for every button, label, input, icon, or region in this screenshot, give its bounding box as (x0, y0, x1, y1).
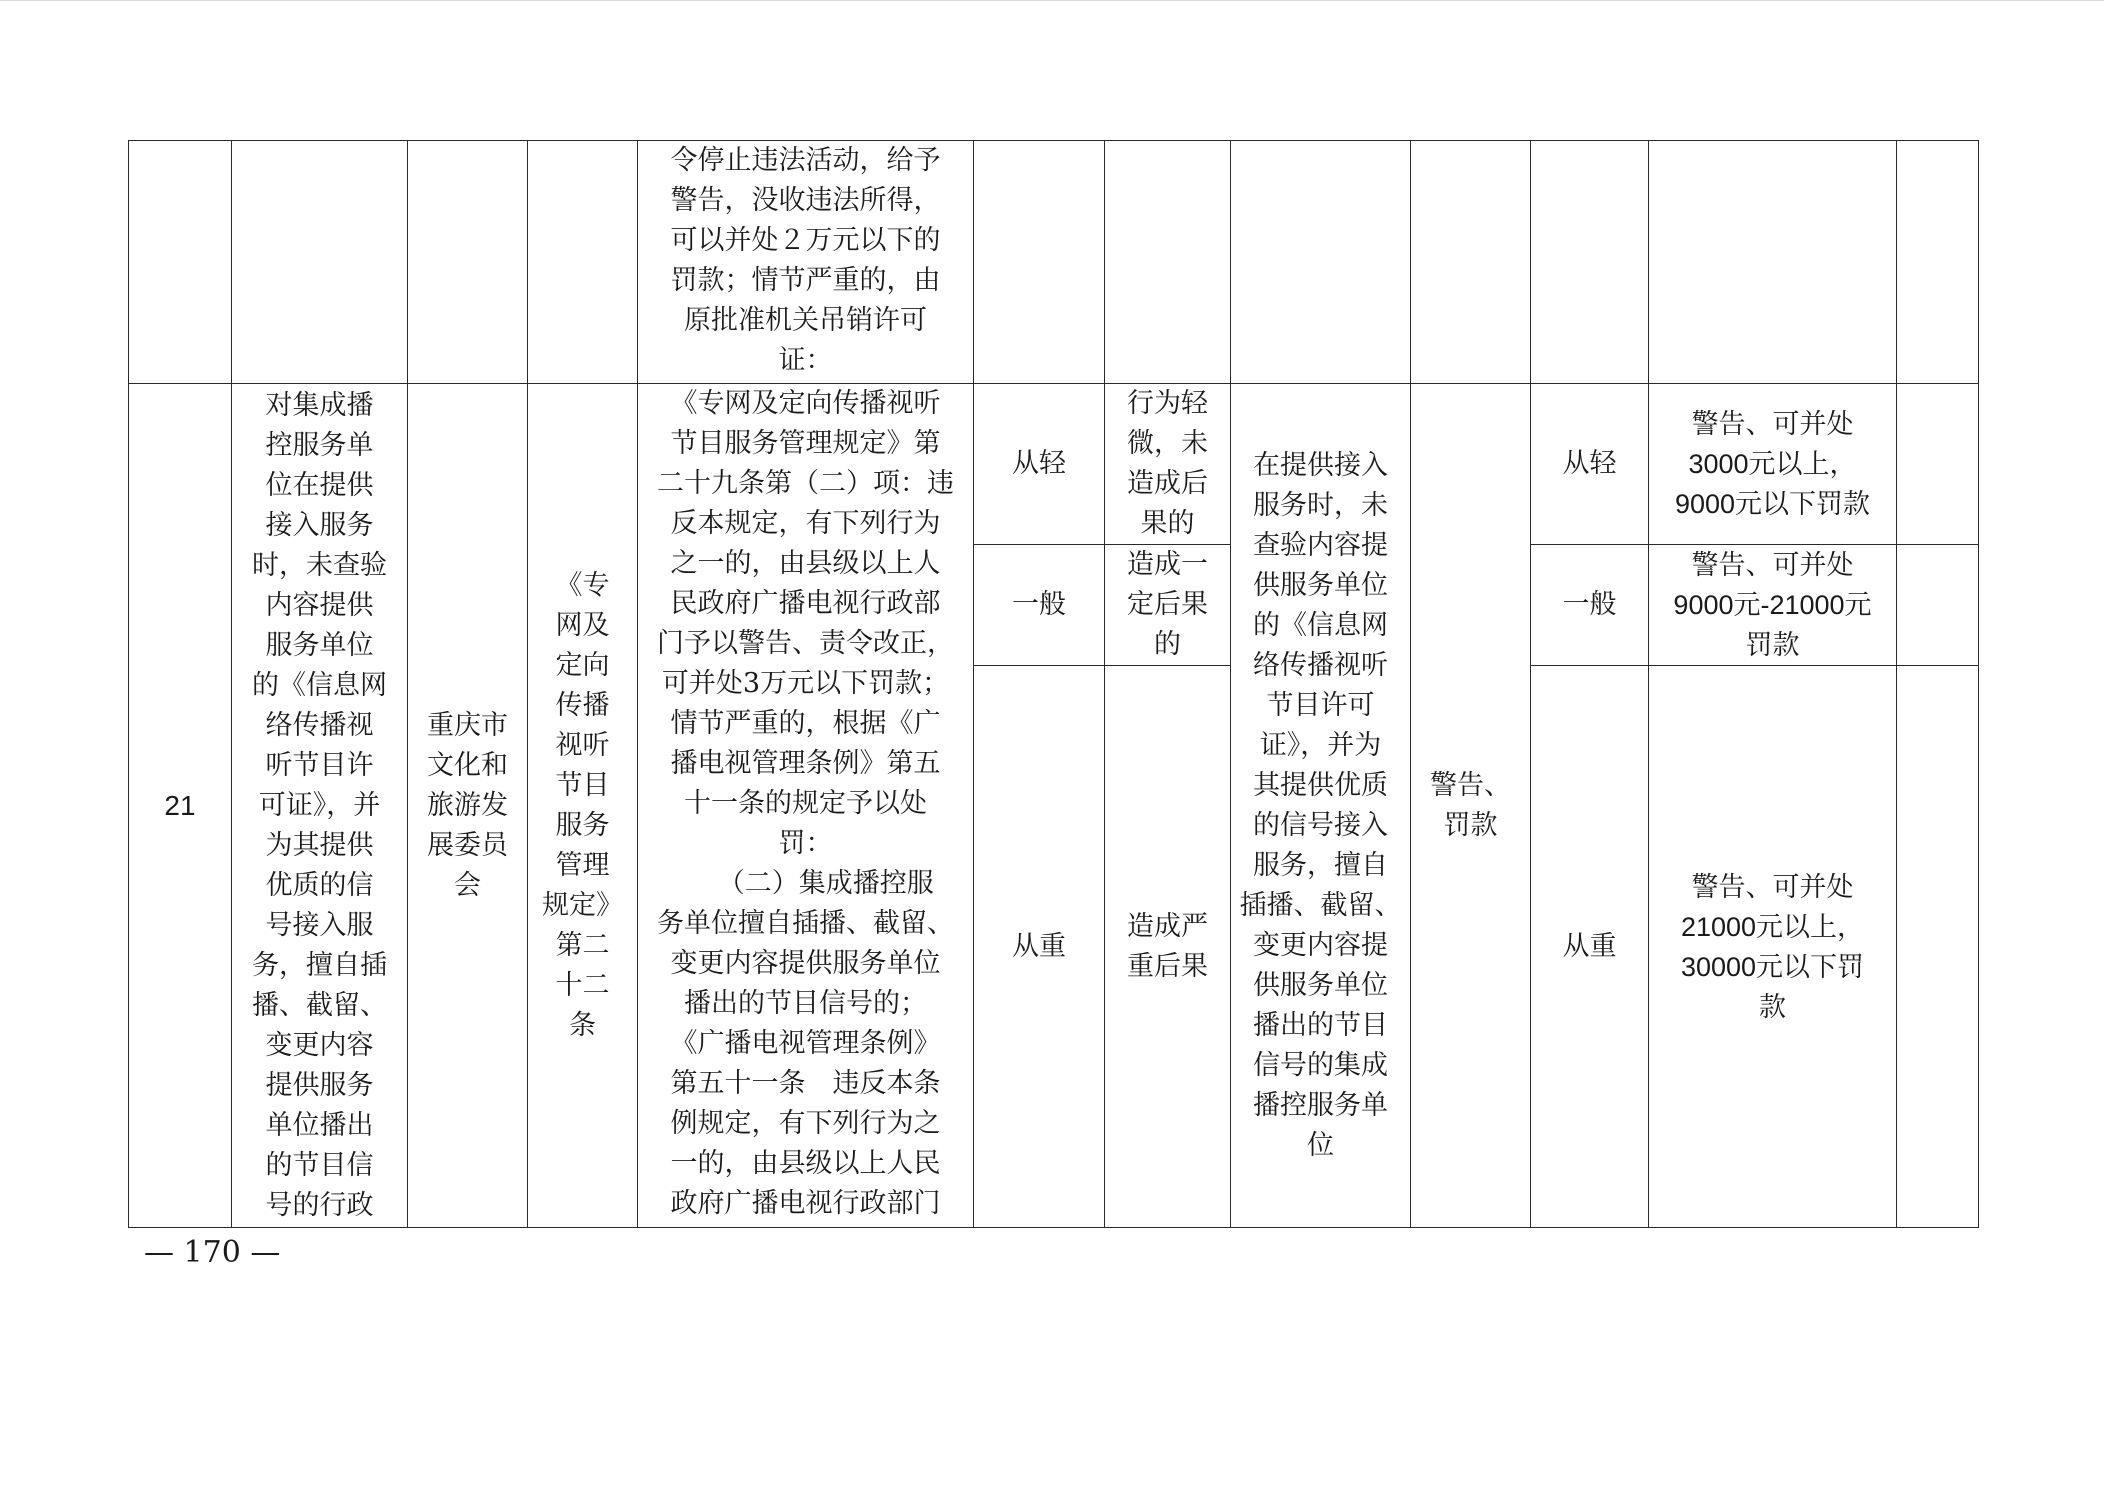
cell-text-line: 定向 (555, 649, 610, 681)
cell-text-line: 二十九条第（二）项：违 (657, 468, 954, 499)
cell-text-line: 可证》，并 (258, 789, 381, 821)
cell-text-line: 十一条的规定予以处 (684, 788, 927, 819)
cell-text-line: 的 (1154, 629, 1181, 660)
cell-text-line: 络传播视听 (1253, 649, 1388, 681)
cell-text-line: 警告、 (1430, 769, 1511, 801)
cell-text-line: 时，未查验 (252, 549, 387, 581)
cell-text-line: 为其提供 (265, 829, 374, 861)
cell-text-line: 的《信息网 (1253, 609, 1388, 641)
subject-cell (1231, 384, 1411, 1228)
penalty-type-cell (1411, 384, 1531, 1228)
cell-text-line: 其提供优质 (1253, 769, 1388, 801)
cell-text-line: 条 (569, 1009, 596, 1041)
cell-text-line: 规定》 (542, 889, 623, 921)
cell-empty (232, 141, 408, 384)
cell-text-line: 管理 (555, 849, 610, 881)
cell-text-line: 罚款 (1443, 809, 1498, 841)
cell-text-line: 视听 (555, 729, 610, 761)
penalty-level-cell-heavy: 从重 (1531, 666, 1649, 1228)
cell-text-line: 文化和 (427, 749, 508, 781)
cell-empty (1105, 141, 1231, 384)
cell-text-line: 位 (1307, 1129, 1334, 1161)
cell-text-line: 旅游发 (427, 789, 508, 821)
cell-text-line: 单位播出 (265, 1109, 374, 1141)
cell-text-line: 政府广播电视行政部门 (670, 1188, 941, 1219)
cell-empty (1411, 141, 1531, 384)
cell-text-line: 服务单位 (265, 629, 374, 661)
cell-text-line: 节目 (555, 769, 610, 801)
regulation-cell (528, 384, 638, 1228)
penalty-level-cell-light: 从轻 (1531, 384, 1649, 545)
cell-empty (1897, 545, 1979, 666)
cell-text-line: 警告、可并处 (1691, 871, 1854, 902)
cell-text-line: 9000元以下罚款 (1674, 489, 1871, 519)
cell-text-line: 号接入服 (265, 909, 374, 941)
cell-text-line: 的信号接入 (1253, 809, 1388, 841)
condition-cell-general (1105, 545, 1231, 666)
cell-text-line: 变更内容提供服务单位 (670, 948, 941, 979)
cell-text-line: 供服务单位 (1253, 969, 1388, 1001)
cell-text-line: 可以并处２万元以下的 (670, 225, 941, 256)
item-number: 21 (129, 384, 232, 1228)
cell-text-line: 9000元-21000元 (1673, 590, 1872, 620)
cell-text-line: 重后果 (1127, 950, 1208, 982)
cell-empty (129, 141, 232, 384)
cell-text-line: 络传播视 (265, 709, 374, 741)
cell-text-line: 微，未 (1127, 428, 1208, 459)
table-row (129, 384, 1979, 545)
cell-text-line: 务单位擅自插播、截留、 (657, 908, 954, 939)
cell-text-line: 罚款 (1745, 630, 1800, 660)
cell-text-line: 信号的集成 (1253, 1049, 1388, 1081)
cell-text-line: 警告、可并处 (1691, 409, 1854, 439)
cell-text-line: 十二 (555, 969, 610, 1001)
cell-text-line: 第二 (555, 929, 610, 961)
cell-text-line: 的《信息网 (252, 669, 387, 701)
cell-text-line: 罚： (778, 828, 833, 859)
cell-text-line: 听节目许 (265, 749, 374, 781)
penalty-discretion-table (128, 140, 1979, 1228)
cell-text-line: 会 (454, 869, 481, 901)
standard-cell-heavy (1649, 666, 1897, 1228)
cell-text-line: 网及 (555, 609, 610, 641)
level-cell-light: 从轻 (974, 384, 1105, 545)
cell-text-line: 优质的信 (265, 869, 374, 901)
cell-text-line: 位在提供 (265, 469, 374, 501)
cell-text-line: 证》，并为 (1259, 729, 1382, 761)
continued-basis-cell (638, 141, 974, 384)
cell-text-line: 插播、截留、 (1239, 889, 1402, 921)
cell-empty (1897, 384, 1979, 545)
cell-text-line: 一的，由县级以上人民 (670, 1148, 941, 1179)
level-cell-heavy: 从重 (974, 666, 1105, 1228)
condition-cell-heavy (1105, 666, 1231, 1228)
legal-basis-cell (638, 384, 974, 1228)
cell-text-line: 可并处3万元以下罚款； (661, 668, 950, 699)
cell-text-line: 查验内容提 (1253, 529, 1388, 561)
cell-text-line: 定后果 (1127, 589, 1208, 620)
cell-text-line: 服务，擅自 (1253, 849, 1388, 881)
cell-text-line: 变更内容 (265, 1029, 374, 1061)
item-name-cell (232, 384, 408, 1228)
cell-text-line: 展委员 (427, 829, 508, 861)
cell-text-line: 接入服务 (265, 509, 374, 541)
cell-text-line: 警告、可并处 (1691, 550, 1854, 580)
cell-text-line: 内容提供 (265, 589, 374, 621)
cell-text-line: 播电视管理条例》第五 (670, 748, 941, 779)
cell-text-line: 号的行政 (265, 1189, 374, 1221)
cell-text-line: 重庆市 (427, 709, 508, 741)
cell-text-line: 情节严重的，根据《广 (670, 708, 941, 739)
cell-empty (1231, 141, 1411, 384)
condition-cell-light (1105, 384, 1231, 545)
cell-text-line: 警告，没收违法所得， (670, 185, 941, 216)
cell-text-line: 第五十一条 违反本条 (670, 1068, 941, 1099)
cell-text-line: （二）集成播控服 (677, 868, 934, 899)
cell-text-line: 30000元以下罚 (1680, 951, 1865, 982)
cell-text-line: 原批准机关吊销许可 (684, 305, 927, 336)
penalty-level-cell-general: 一般 (1531, 545, 1649, 666)
cell-text-line: 服务 (555, 809, 610, 841)
cell-text-line: 反本规定，有下列行为 (670, 508, 941, 539)
cell-text-line: 节目许可 (1266, 689, 1375, 721)
table-row-continued (129, 141, 1979, 384)
cell-text-line: 服务时，未 (1253, 489, 1388, 521)
cell-empty (1897, 666, 1979, 1228)
cell-empty (1897, 141, 1979, 384)
level-cell-general: 一般 (974, 545, 1105, 666)
cell-text-line: 节目服务管理规定》第 (670, 428, 941, 459)
cell-empty (974, 141, 1105, 384)
cell-text-line: 《广播电视管理条例》 (670, 1028, 941, 1059)
cell-text-line: 例规定，有下列行为之 (670, 1108, 941, 1139)
cell-text-line: 造成后 (1127, 468, 1208, 499)
cell-text-line: 造成一 (1127, 549, 1208, 580)
cell-text-line: 《专网及定向传播视听 (670, 388, 941, 419)
cell-empty (1531, 141, 1649, 384)
cell-text-line: 罚款；情节严重的，由 (670, 265, 941, 296)
cell-text-line: 款 (1759, 991, 1786, 1022)
cell-text-line: 21000元以上， (1680, 911, 1865, 942)
cell-text-line: 《专 (555, 569, 610, 601)
cell-text-line: 播出的节目信号的； (684, 988, 927, 1019)
cell-text-line: 门予以警告、责令改正， (657, 628, 954, 659)
cell-text-line: 变更内容提 (1253, 929, 1388, 961)
agency-cell (408, 384, 528, 1228)
cell-text-line: 证： (778, 345, 833, 376)
cell-text-line: 传播 (555, 689, 610, 721)
cell-text-line: 行为轻 (1127, 388, 1208, 419)
cell-empty (1649, 141, 1897, 384)
cell-text-line: 控服务单 (265, 429, 374, 461)
cell-text-line: 对集成播 (265, 389, 374, 421)
cell-text-line: 造成严 (1127, 910, 1208, 942)
cell-text-line: 的节目信 (265, 1149, 374, 1181)
cell-text-line: 播、截留、 (252, 989, 387, 1021)
standard-cell-light (1649, 384, 1897, 545)
cell-text-line: 播控服务单 (1253, 1089, 1388, 1121)
cell-text-line: 果的 (1140, 508, 1195, 539)
cell-text-line: 供服务单位 (1253, 569, 1388, 601)
standard-cell-general (1649, 545, 1897, 666)
cell-text-line: 提供服务 (265, 1069, 374, 1101)
cell-text-line: 在提供接入 (1253, 449, 1388, 481)
cell-text-line: 3000元以上， (1688, 449, 1857, 479)
cell-empty (408, 141, 528, 384)
cell-empty (528, 141, 638, 384)
page-top-edge (0, 0, 2104, 1)
cell-text-line: 令停止违法活动，给予 (670, 145, 941, 176)
cell-text-line: 务，擅自插 (252, 949, 387, 981)
page-number: — 170 — (144, 1235, 281, 1270)
cell-text-line: 之一的，由县级以上人 (670, 548, 941, 579)
cell-text-line: 播出的节目 (1253, 1009, 1388, 1041)
cell-text-line: 民政府广播电视行政部 (670, 588, 941, 619)
